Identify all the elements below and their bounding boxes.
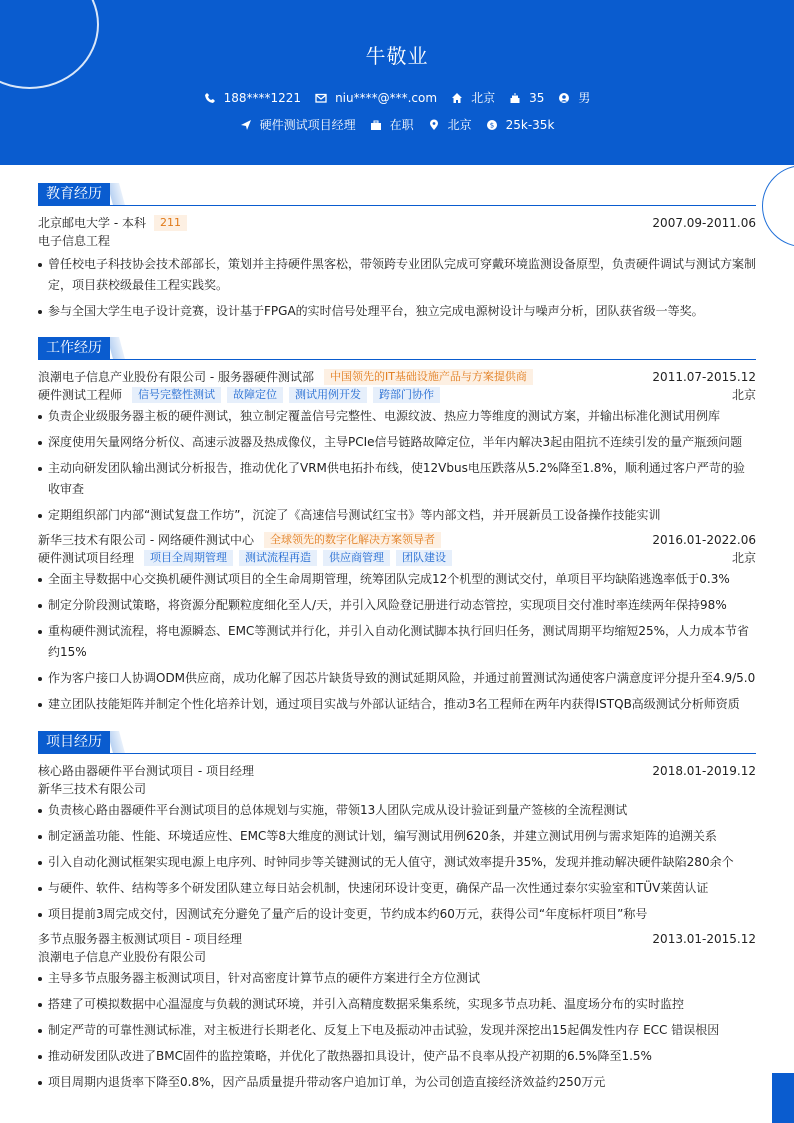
list-item: 主动向研发团队输出测试分析报告，推动优化了VRM供电拓扑布线，使12Vbus电压跌落从5.2%降至1.8%，顺利通过客户严苛的验收审查 [38,458,756,500]
send-icon [240,119,252,131]
project-org-line [38,948,756,966]
major-name: 电子信息工程 [38,234,111,248]
target-role-item [240,116,356,133]
education-entry [38,214,756,232]
skill-tag: 供应商管理 [323,550,390,566]
list-item: 作为客户接口人协调ODM供应商，成功化解了因芯片缺货导致的测试延期风险，并通过前置测试沟通使客户满意度评分提升至4.9/5.0 [38,668,756,689]
projects-section [38,731,756,1098]
work-header [38,337,756,360]
email-item [315,91,437,105]
phone-item [204,91,301,105]
project-date: 2018.01-2019.12 [652,764,756,778]
project-bullets [38,800,756,925]
skill-tag: 跨部门协作 [373,387,440,403]
status-text: 在职 [389,118,414,132]
list-item: 制定涵盖功能、性能、环境适应性、EMC等8大维度的测试计划，编写测试用例620条，并建立测试用例与需求矩阵的追溯关系 [38,826,756,847]
list-item: 制定分阶段测试策略，将资源分配颗粒度细化至人/天，并引入风险登记册进行动态管控，实现项目交付准时率连续两年保持98% [38,595,756,616]
skill-tag: 测试用例开发 [289,387,367,403]
section-title: 工作经历 [38,337,110,359]
skill-tag: 项目全周期管理 [144,550,233,566]
list-item: 引入自动化测试框架实现电源上电序列、时钟同步等关键测试的无人值守，测试效率提升35%，发现并推动解决硬件缺陷280余个 [38,852,756,873]
gender-text: 男 [578,91,591,105]
intent-row [0,116,794,133]
company-tag: 中国领先的IT基础设施产品与方案提供商 [324,369,533,385]
gender-item [558,89,590,106]
contact-row [0,89,794,106]
project-title-line [38,762,756,780]
cake-icon [509,92,521,104]
decorative-arc [762,165,794,247]
target-city-text: 北京 [447,118,472,132]
job-city: 北京 [731,388,756,402]
education-header [38,183,756,206]
job-company-line [38,531,756,549]
education-date: 2007.09-2011.06 [652,216,756,230]
section-title: 教育经历 [38,183,110,205]
section-title: 项目经历 [38,731,110,753]
school-badge: 211 [154,215,187,231]
skill-tag: 团队建设 [396,550,452,566]
job-bullets [38,406,756,526]
job-company-line [38,368,756,386]
person-icon [558,92,570,104]
city-text: 北京 [471,91,496,105]
project-entry [38,762,756,925]
project-name: 核心路由器硬件平台测试项目 - 项目经理 [38,764,254,778]
list-item: 项目提前3周完成交付，因测试充分避免了量产后的设计变更，节约成本约60万元，获得公司“年度标杆项目”称号 [38,904,756,925]
list-item: 与硬件、软件、结构等多个研发团队建立每日站会机制，快速闭环设计变更，确保产品一次性通过泰尔实验室和TÜV莱茵认证 [38,878,756,899]
job-bullets [38,569,756,715]
job-role: 硬件测试项目经理 [38,551,135,565]
resume-header [0,0,794,165]
target-role-text: 硬件测试项目经理 [259,118,356,132]
city-item [451,89,495,106]
list-item: 搭建了可模拟数据中心温湿度与负载的测试环境，并引入高精度数据采集系统，实现多节点功耗、温度场分布的实时监控 [38,994,756,1015]
school-name: 北京邮电大学 - 本科 [38,216,146,230]
age-text: 35 [529,90,545,105]
email-text: niu****@***.com [335,90,438,105]
education-section [38,183,756,327]
list-item: 曾任校电子科技协会技术部部长，策划并主持硬件黑客松，带领跨专业团队完成可穿戴环境监测设备原型，负责硬件调试与测试方案制定，项目获校级最佳工程实践奖。 [38,254,756,296]
skill-tag: 故障定位 [227,387,283,403]
list-item: 项目周期内退货率下降至0.8%，因产品质量提升带动客户追加订单，为公司创造直接经济效益约250万元 [38,1072,756,1093]
list-item: 建立团队技能矩阵并制定个性化培养计划，通过项目实战与外部认证结合，推动3名工程师在两年内获得ISTQB高级测试分析师资质 [38,694,756,715]
home-icon [451,92,463,104]
list-item: 制定严苛的可靠性测试标准，对主板进行长期老化、反复上下电及振动冲击试验，发现并深挖出15起偶发性内存 ECC 错误根因 [38,1020,756,1041]
project-name: 多节点服务器主板测试项目 - 项目经理 [38,932,242,946]
job-entry [38,368,756,526]
project-bullets [38,968,756,1093]
skill-tag: 信号完整性测试 [132,387,221,403]
project-org: 新华三技术有限公司 [38,782,147,796]
status-item [370,116,414,133]
project-org-line [38,780,756,798]
job-role-line [38,386,756,404]
list-item: 深度使用矢量网络分析仪、高速示波器及热成像仪，主导PCIe信号链路故障定位，半年内解决3起由阻抗不连续引发的量产瓶颈问题 [38,432,756,453]
work-section [38,337,756,720]
list-item: 主导多节点服务器主板测试项目，针对高密度计算节点的硬件方案进行全方位测试 [38,968,756,989]
target-city-item [428,116,472,133]
list-item: 重构硬件测试流程，将电源瞬态、EMC等测试并行化，并引入自动化测试脚本执行回归任务，测试周期平均缩短25%，人力成本节省约15% [38,621,756,663]
salary-text: 25k-35k [505,117,555,132]
phone-text: 188****1221 [223,90,302,105]
company-name: 浪潮电子信息产业股份有限公司 - 服务器硬件测试部 [38,370,314,384]
project-date: 2013.01-2015.12 [652,932,756,946]
candidate-name: 牛敬业 [365,44,429,68]
company-tag: 全球领先的数字化解决方案领导者 [264,532,441,548]
skill-tag: 测试流程再造 [239,550,317,566]
job-city: 北京 [731,551,756,565]
list-item: 推动研发团队改进了BMC固件的监控策略，并优化了散热器扣具设计，使产品不良率从投产初期的6.5%降至1.5% [38,1046,756,1067]
job-date: 2016.01-2022.06 [652,533,756,547]
location-pin-icon [428,119,440,131]
project-title-line [38,930,756,948]
list-item: 全面主导数据中心交换机硬件测试项目的全生命周期管理，统筹团队完成12个机型的测试交付，单项目平均缺陷逃逸率低于0.3% [38,569,756,590]
education-bullets [38,254,756,322]
job-role-line [38,549,756,567]
project-org: 浪潮电子信息产业股份有限公司 [38,950,207,964]
age-item [509,91,544,105]
list-item: 负责企业级服务器主板的硬件测试，独立制定覆盖信号完整性、电源纹波、热应力等维度的测试方案，并输出标准化测试用例库 [38,406,756,427]
decorative-bar [772,1073,794,1123]
project-entry [38,930,756,1093]
svg-text:$: $ [489,121,494,129]
briefcase-icon [370,119,382,131]
job-date: 2011.07-2015.12 [652,370,756,384]
money-icon [486,119,498,131]
list-item: 参与全国大学生电子设计竞赛，设计基于FPGA的实时信号处理平台，独立完成电源树设计与噪声分析，团队获省级一等奖。 [38,301,756,322]
phone-icon [204,92,216,104]
job-role: 硬件测试工程师 [38,388,123,402]
projects-header [38,731,756,754]
job-entry [38,531,756,715]
mail-icon [315,92,327,104]
list-item: 定期组织部门内部“测试复盘工作坊”，沉淀了《高速信号测试红宝书》等内部文档，并开展新员工设备操作技能实训 [38,505,756,526]
company-name: 新华三技术有限公司 - 网络硬件测试中心 [38,533,254,547]
salary-item [486,118,555,132]
list-item: 负责核心路由器硬件平台测试项目的总体规划与实施，带领13人团队完成从设计验证到量产签核的全流程测试 [38,800,756,821]
